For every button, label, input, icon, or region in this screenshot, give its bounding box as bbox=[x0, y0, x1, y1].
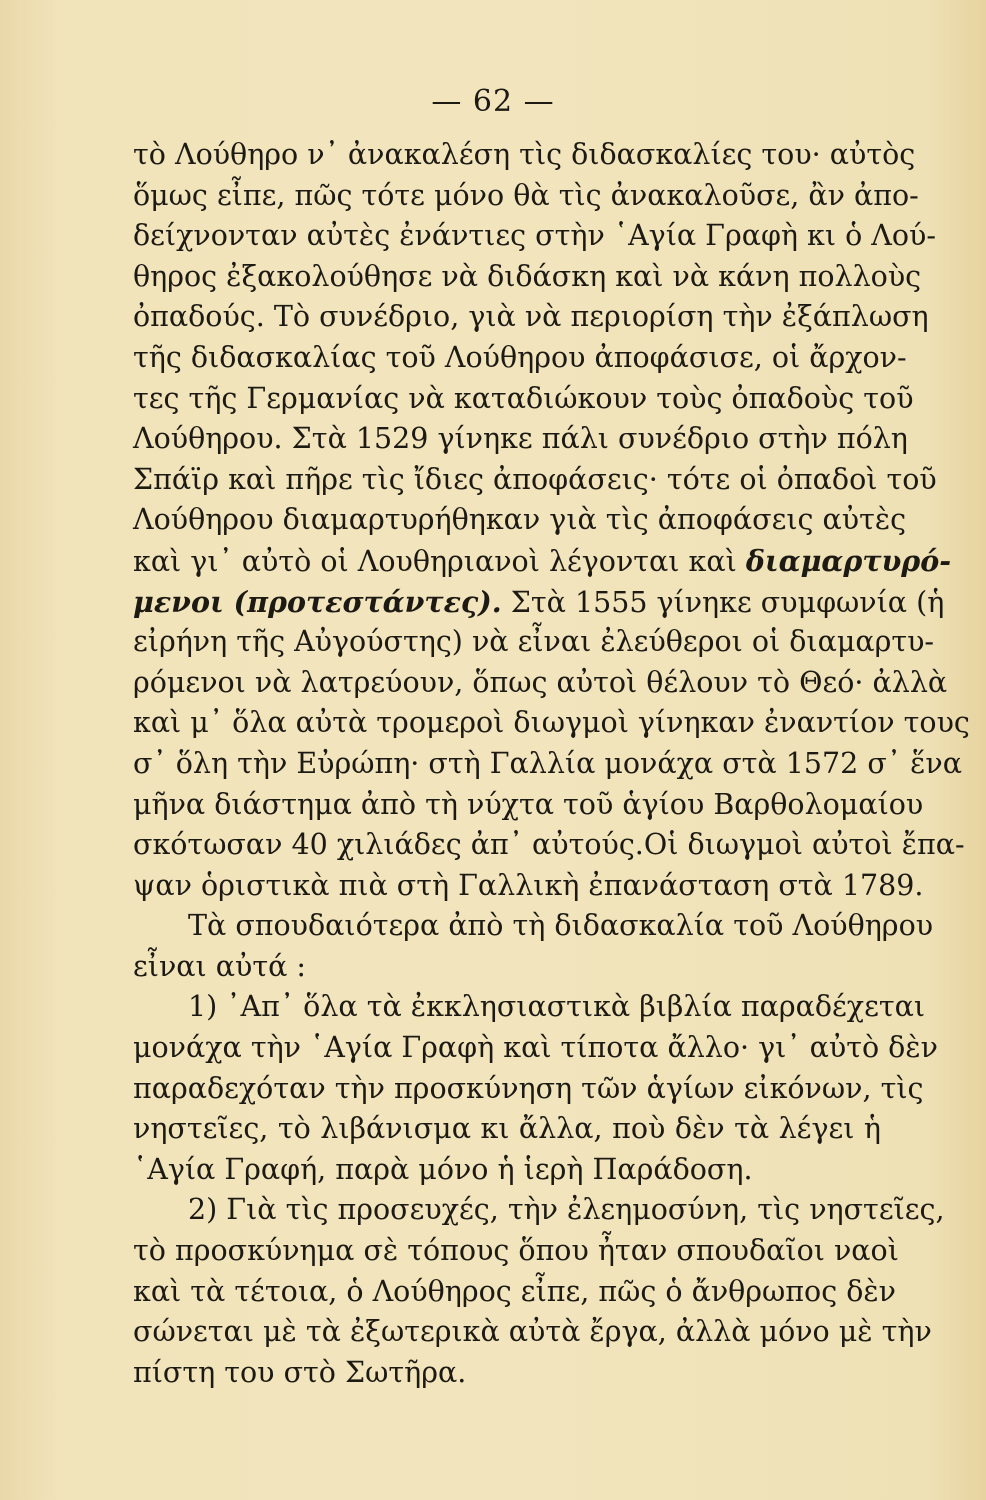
text-line: θηρος ἐξακολούθησε νὰ διδάσκη καὶ νὰ κάνη πολλοὺς bbox=[133, 259, 922, 293]
text-line: παραδεχόταν τὴν προσκύνηση τῶν ἁγίων εἰκόνων, τὶς bbox=[133, 1071, 924, 1105]
line-text: Στὰ 1555 γίνηκε συμφωνία (ἡ bbox=[501, 585, 945, 619]
text-line: σ᾽ ὅλη τὴν Εὐρώπη· στὴ Γαλλία μονάχα στὰ 1572 σ᾽ ἕνα bbox=[133, 746, 962, 780]
text-line: εἰρήνη τῆς Αὐγούστης) νὰ εἶναι ἐλεύθεροι οἱ διαμαρτυ- bbox=[133, 625, 935, 659]
text-line: τῆς διδασκαλίας τοῦ Λούθηρου ἀποφάσισε, οἱ ἄρχον- bbox=[133, 340, 907, 374]
text-line: μῆνα διάστημα ἀπὸ τὴ νύχτα τοῦ ἁγίου Βαρθολομαίου bbox=[133, 787, 924, 821]
text-line: τὸ Λούθηρο ν᾽ ἀνακαλέση τὶς διδασκαλίες του· αὐτὸς bbox=[133, 138, 916, 171]
text-line: σώνεται μὲ τὰ ἐξωτερικὰ αὐτὰ ἔργα, ἀλλὰ μόνο μὲ τὴν bbox=[133, 1315, 932, 1349]
text-line: τες τῆς Γερμανίας νὰ καταδιώκουν τοὺς ὀπαδοὺς τοῦ bbox=[133, 381, 914, 415]
text-line: Σπάϊρ καὶ πῆρε τὶς ἴδιες ἀποφάσεις· τότε οἱ ὀπαδοὶ τοῦ bbox=[133, 462, 937, 496]
page-number: — 62 — bbox=[431, 84, 555, 119]
list-item-1: 1) ᾽Απ᾽ ὅλα τὰ ἐκκλησιαστικὰ βιβλία παραδέχεται bbox=[188, 990, 926, 1024]
text-line: ὅμως εἶπε, πῶς τότε μόνο θὰ τὶς ἀνακαλοῦσε, ἂν ἀπο- bbox=[133, 178, 919, 212]
text-line: Λούθηρου. Στὰ 1529 γίνηκε πάλι συνέδριο στὴν πόλη bbox=[133, 422, 908, 456]
list-item-2: 2) Γιὰ τὶς προσευχές, τὴν ἐλεημοσύνη, τὶς νηστεῖες, bbox=[188, 1193, 945, 1227]
line-text: καὶ γι᾽ αὐτὸ οἱ Λουθηριανοὶ λέγονται καὶ bbox=[133, 544, 737, 578]
emphasis-term: μενοι (προτεστάντες). bbox=[133, 584, 502, 619]
text-line: ρόμενοι νὰ λατρεύουν, ὅπως αὐτοὶ θέλουν τὸ Θεό· ἀλλὰ bbox=[133, 665, 948, 699]
text-line: πίστη του στὸ Σωτῆρα. bbox=[133, 1355, 467, 1389]
body-text bbox=[133, 135, 970, 1393]
text-line bbox=[133, 582, 945, 623]
text-line: σκότωσαν 40 χιλιάδες ἀπ᾽ αὐτούς.Οἱ διωγμοὶ αὐτοὶ ἔπα- bbox=[133, 828, 965, 862]
text-line: τὸ προσκύνημα σὲ τόπους ὅπου ἦταν σπουδαῖοι ναοὶ bbox=[133, 1234, 899, 1268]
text-line: εἶναι αὐτά : bbox=[133, 949, 306, 983]
text-line: μονάχα τὴν ῾Αγία Γραφὴ καὶ τίποτα ἄλλο· γι᾽ αὐτὸ δὲν bbox=[133, 1031, 938, 1065]
text-line: καὶ μ᾽ ὅλα αὐτὰ τρομεροὶ διωγμοὶ γίνηκαν ἐναντίον τους bbox=[133, 706, 970, 740]
text-line: ῾Αγία Γραφή, παρὰ μόνο ἡ ἱερὴ Παράδοση. bbox=[133, 1152, 753, 1186]
text-line: Λούθηρου διαμαρτυρήθηκαν γιὰ τὶς ἀποφάσεις αὐτὲς bbox=[133, 503, 907, 537]
text-line: δείχνονταν αὐτὲς ἐνάντιες στὴν ῾Αγία Γραφὴ κι ὁ Λού- bbox=[133, 219, 936, 253]
paragraph-start: Τὰ σπουδαιότερα ἀπὸ τὴ διδασκαλία τοῦ Λούθηρου bbox=[188, 909, 934, 943]
text-line: ὀπαδούς. Τὸ συνέδριο, γιὰ νὰ περιορίση τὴν ἐξάπλωση bbox=[133, 300, 929, 334]
text-line: καὶ τὰ τέτοια, ὁ Λούθηρος εἶπε, πῶς ὁ ἄνθρωπος δὲν bbox=[133, 1274, 896, 1308]
text-line: νηστεῖες, τὸ λιβάνισμα κι ἄλλα, ποὺ δὲν τὰ λέγει ἡ bbox=[133, 1112, 881, 1146]
text-line bbox=[133, 541, 952, 582]
emphasis-term: διαμαρτυρό- bbox=[745, 543, 952, 578]
text-line: ψαν ὁριστικὰ πιὰ στὴ Γαλλικὴ ἐπανάσταση στὰ 1789. bbox=[133, 868, 924, 902]
